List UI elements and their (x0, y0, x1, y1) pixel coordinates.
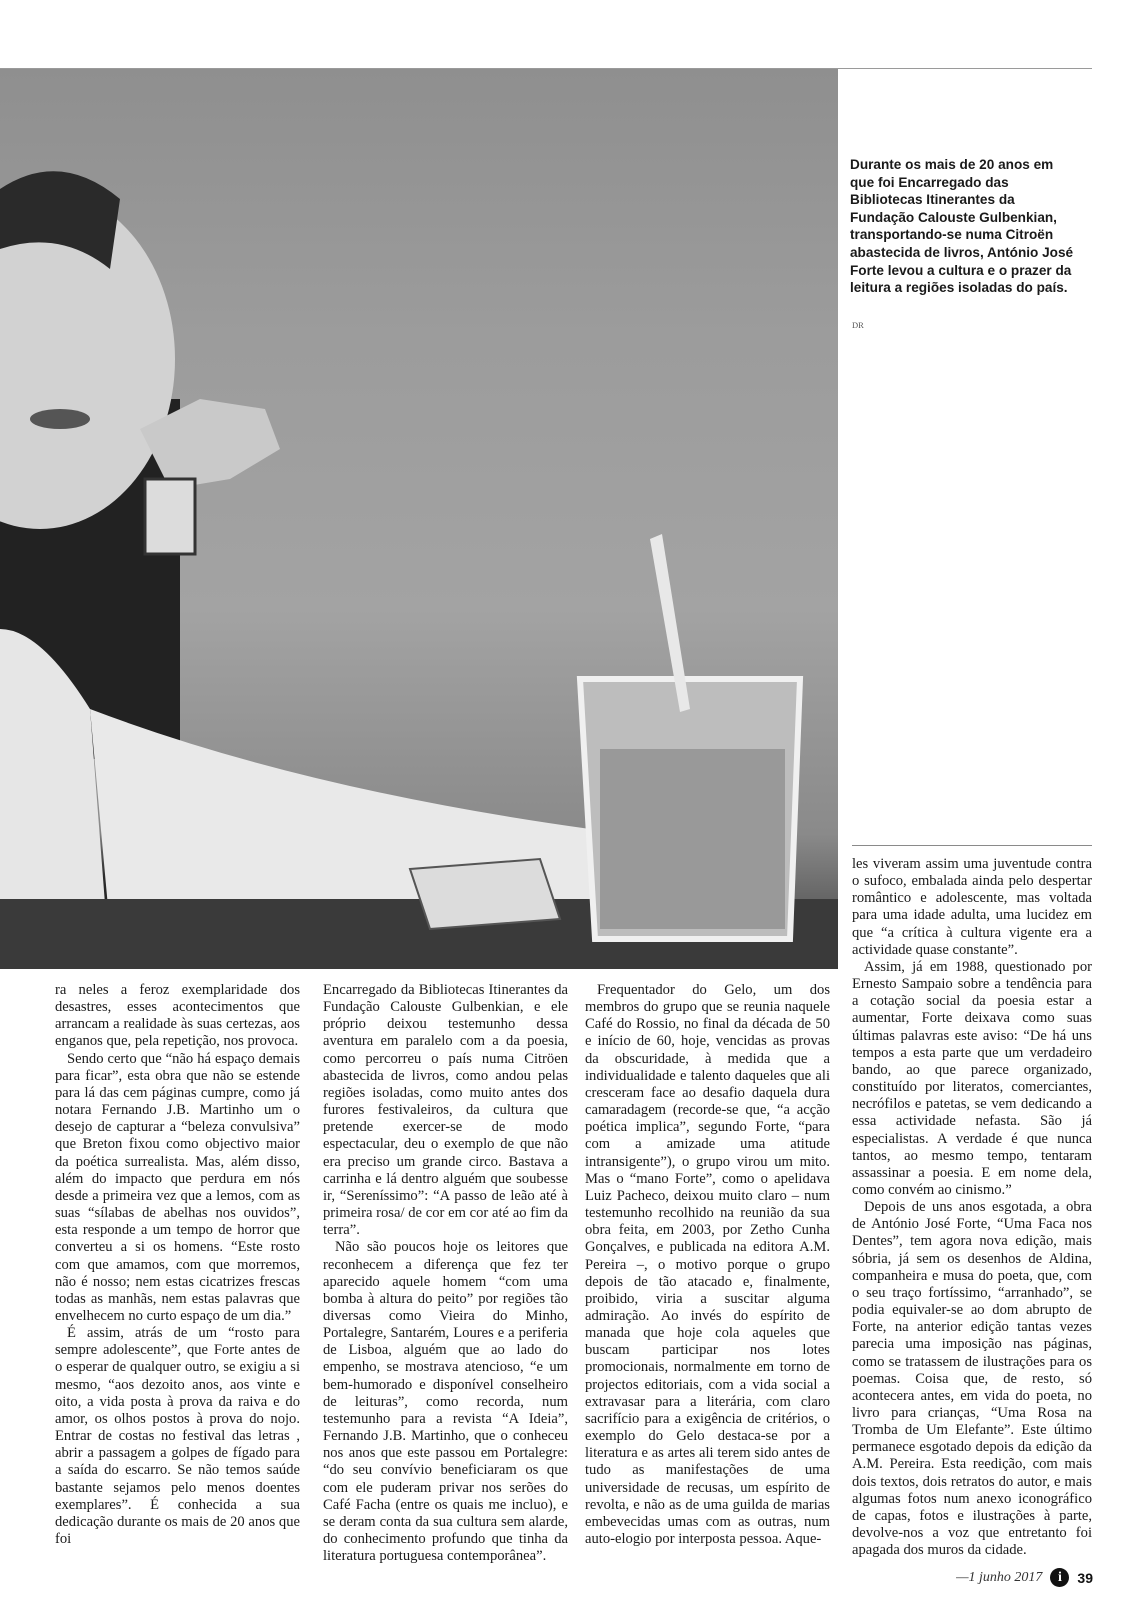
paragraph: Não são poucos hoje os leitores que reconhecem a diferença que fez ter aparecido aquele homem “com uma bomba à altura do peito” por regiões tão diversas como Vieira do Minho, Portalegre, Santarém, Loures e a periferia de Lisboa, alguém que ao lado do empenho, se mostrava atencioso, “e um bem-humorado e disponível conselheiro de leituras”, como recorda, num testemunho para a revista “A Ideia”, Fernando J.B. Martinho, que o conheceu nos anos que este passou em Portalegre: “do seu convívio beneficiaram os que com ele puderam privar nos serões do Café Facha (entre os quais me incluo), e se deram conta da sua cultura sem alarde, do conhecimento profundo que tinha da literatura portuguesa contemporânea”. (323, 1239, 568, 1565)
paragraph: ra neles a feroz exemplaridade dos desastres, esses acontecimentos que arrancam a realidade às suas certezas, aos enganos que, pela repetição, nos provoca. (55, 982, 300, 1050)
article-column-1 (55, 982, 300, 1548)
page-footer (956, 1568, 1093, 1587)
paragraph: les viveram assim uma juventude contra o sufoco, embalada ainda pelo despertar romântico e adolescente, mas voltada para uma idade adulta, uma lucidez em que “a crítica à cultura vigente era a actividade quase constante”. (852, 856, 1092, 958)
photo-eye (30, 409, 90, 429)
article-column-4 (852, 856, 1092, 1559)
column-rule (852, 845, 1092, 846)
photo-caption: Durante os mais de 20 anos em que foi Encarregado das Bibliotecas Itinerantes da Fundação Calouste Gulbenkian, transportando-se numa Citroën abastecida de livros, António José Forte levou a cultura e o prazer da leitura a regiões isoladas do país. (850, 157, 1074, 296)
photograph (0, 69, 838, 969)
paragraph: Frequentador do Gelo, um dos membros do grupo que se reunia naquele Café do Rossio, no final da década de 50 e início de 60, hoje, vencidas as provas da obscuridade, à medida que a individualidade e talento daqueles que ali cresceram face ao desafio daquela dura camaradagem (recorde-se que, “a acção poética implica”, segundo Forte, “para com a amizade uma atitude intransigente”), o grupo virou um mito. Mas o “mano Forte”, como o apelidava Luiz Pacheco, deixou muito claro – num testemunho recolhido na reunião da sua obra feita, em 2003, por Zetho Cunha Gonçalves, e publicada na editora A.M. Pereira –, o motivo porque o grupo depois de tão atacado e, finalmente, proibido, viria a suscitar alguma admiração. Ao invés do espírito de manada que hoje cola aqueles que buscam participar nos lotes promocionais, normalmente em torno de projectos editoriais, com a vida social a extravasar para a literária, com claro sacrifício para a exigência de critérios, o exemplo do Gelo destaca-se por a literatura e as artes ali terem sido antes de tudo as manifestações de uma universidade de recusas, um espírito de revolta, e não as de uma guilda de marias embevecidas umas com as outras, num auto-elogio por interposta pessoa. Aque- (585, 982, 830, 1547)
paragraph: É assim, atrás de um “rosto para sempre adolescente”, que Forte antes de o esperar de qualquer outro, se exigiu a si mesmo, “aos dezoito anos, aos vinte e oito, a vida posta à prova da raiva e do amor, os olhos postos à prova do nojo. Entrar de costas no festival das letras , abrir a passagem a golpes de fígado para a saída do escarro. Se não temos saúde bastante sejamos pelo menos doentes exemplares”. É conhecida a sua dedicação durante os mais de 20 anos que foi (55, 1325, 300, 1547)
publication-logo-icon: i (1050, 1568, 1069, 1587)
paragraph: Encarregado da Bibliotecas Itinerantes da Fundação Calouste Gulbenkian, e ele próprio deixou testemunho dessa aventura em paralelo com a da poesia, como percorreu o país numa Citröen abastecida de livros, como andou pelas regiões isoladas, como muito antes dos furores festivaleiros, da cultura que pretende exercer-se de modo espectacular, deu o exemplo de que não era preciso um grande circo. Bastava a carrinha e lá dentro alguém que soubesse ir, “Sereníssimo”: “A passo de leão até à primeira rosa/ de cor em cor até ao fim da terra”. (323, 982, 568, 1239)
article-column-3 (585, 982, 830, 1548)
issue-date: —1 junho 2017 (956, 1569, 1043, 1585)
photo-saucer (410, 859, 560, 929)
paragraph: Depois de uns anos esgotada, a obra de António José Forte, “Uma Faca nos Dentes”, tem agora nova edição, mais sóbria, já sem os desenhos de Aldina, companheira e musa do poeta, que, com o seu traço fortíssimo, “arranhado”, se podia equivaler-se ao dom abrupto de Forte, na anterior edição tantas vezes parecia uma imposição nas páginas, como se tratassem de ilustrações para os poemas. Coisa que, de resto, só acontecera antes, em vida do poeta, no livro para crianças, “Uma Rosa na Tromba de Um Elefante”. Este último permanece esgotado depois da edição da A.M. Pereira. Esta reedição, com mais dois textos, dois retratos do autor, e mais algumas fotos num anexo iconográfico de capas, fotos e ilustrações à parte, devolve-nos a voz que entretanto foi apagada dos muros da cidade. (852, 1199, 1092, 1559)
photo-glass-liquid (600, 749, 785, 929)
article-column-2 (323, 982, 568, 1565)
photo-credit: DR (852, 320, 864, 330)
photo-lighter (145, 479, 195, 554)
photo-illustration (0, 69, 838, 969)
paragraph: Assim, já em 1988, questionado por Ernesto Sampaio sobre a tendência para a cotação social da poesia estar a aumentar, Forte deixava como suas últimas palavras este aviso: “De há uns tempos a esta parte que um verdadeiro bando, ao que parece organizado, constituído por literatos, comerciantes, necrófilos e patetas, se vem dedicando a essa actividade nefasta. São já especialistas. A verdade é que nunca tantos, ao mesmo tempo, tentaram assassinar a poesia. E em nome dela, como convém ao cinismo.” (852, 958, 1092, 1198)
page-number: 39 (1077, 1569, 1093, 1586)
paragraph: Sendo certo que “não há espaço demais para ficar”, esta obra que não se estende para lá das cem páginas cumpre, como já notara Fernando J.B. Martinho um o desejo de capturar a “beleza convulsiva” que Breton fixou como objectivo maior da poética surrealista. Mas, além disso, além do impacto que perdura em nós desde a primeira vez que a lemos, com as suas “sílabas de abelhas nos ouvidos”, esta responde a um tempo de horror que converteu a si os homens. “Este rosto com que amamos, com que morremos, não é nosso; nem estas cicatrizes frescas todas as manhãs, nem estas palavras que envelhecem no curto espaço de um dia.” (55, 1050, 300, 1324)
